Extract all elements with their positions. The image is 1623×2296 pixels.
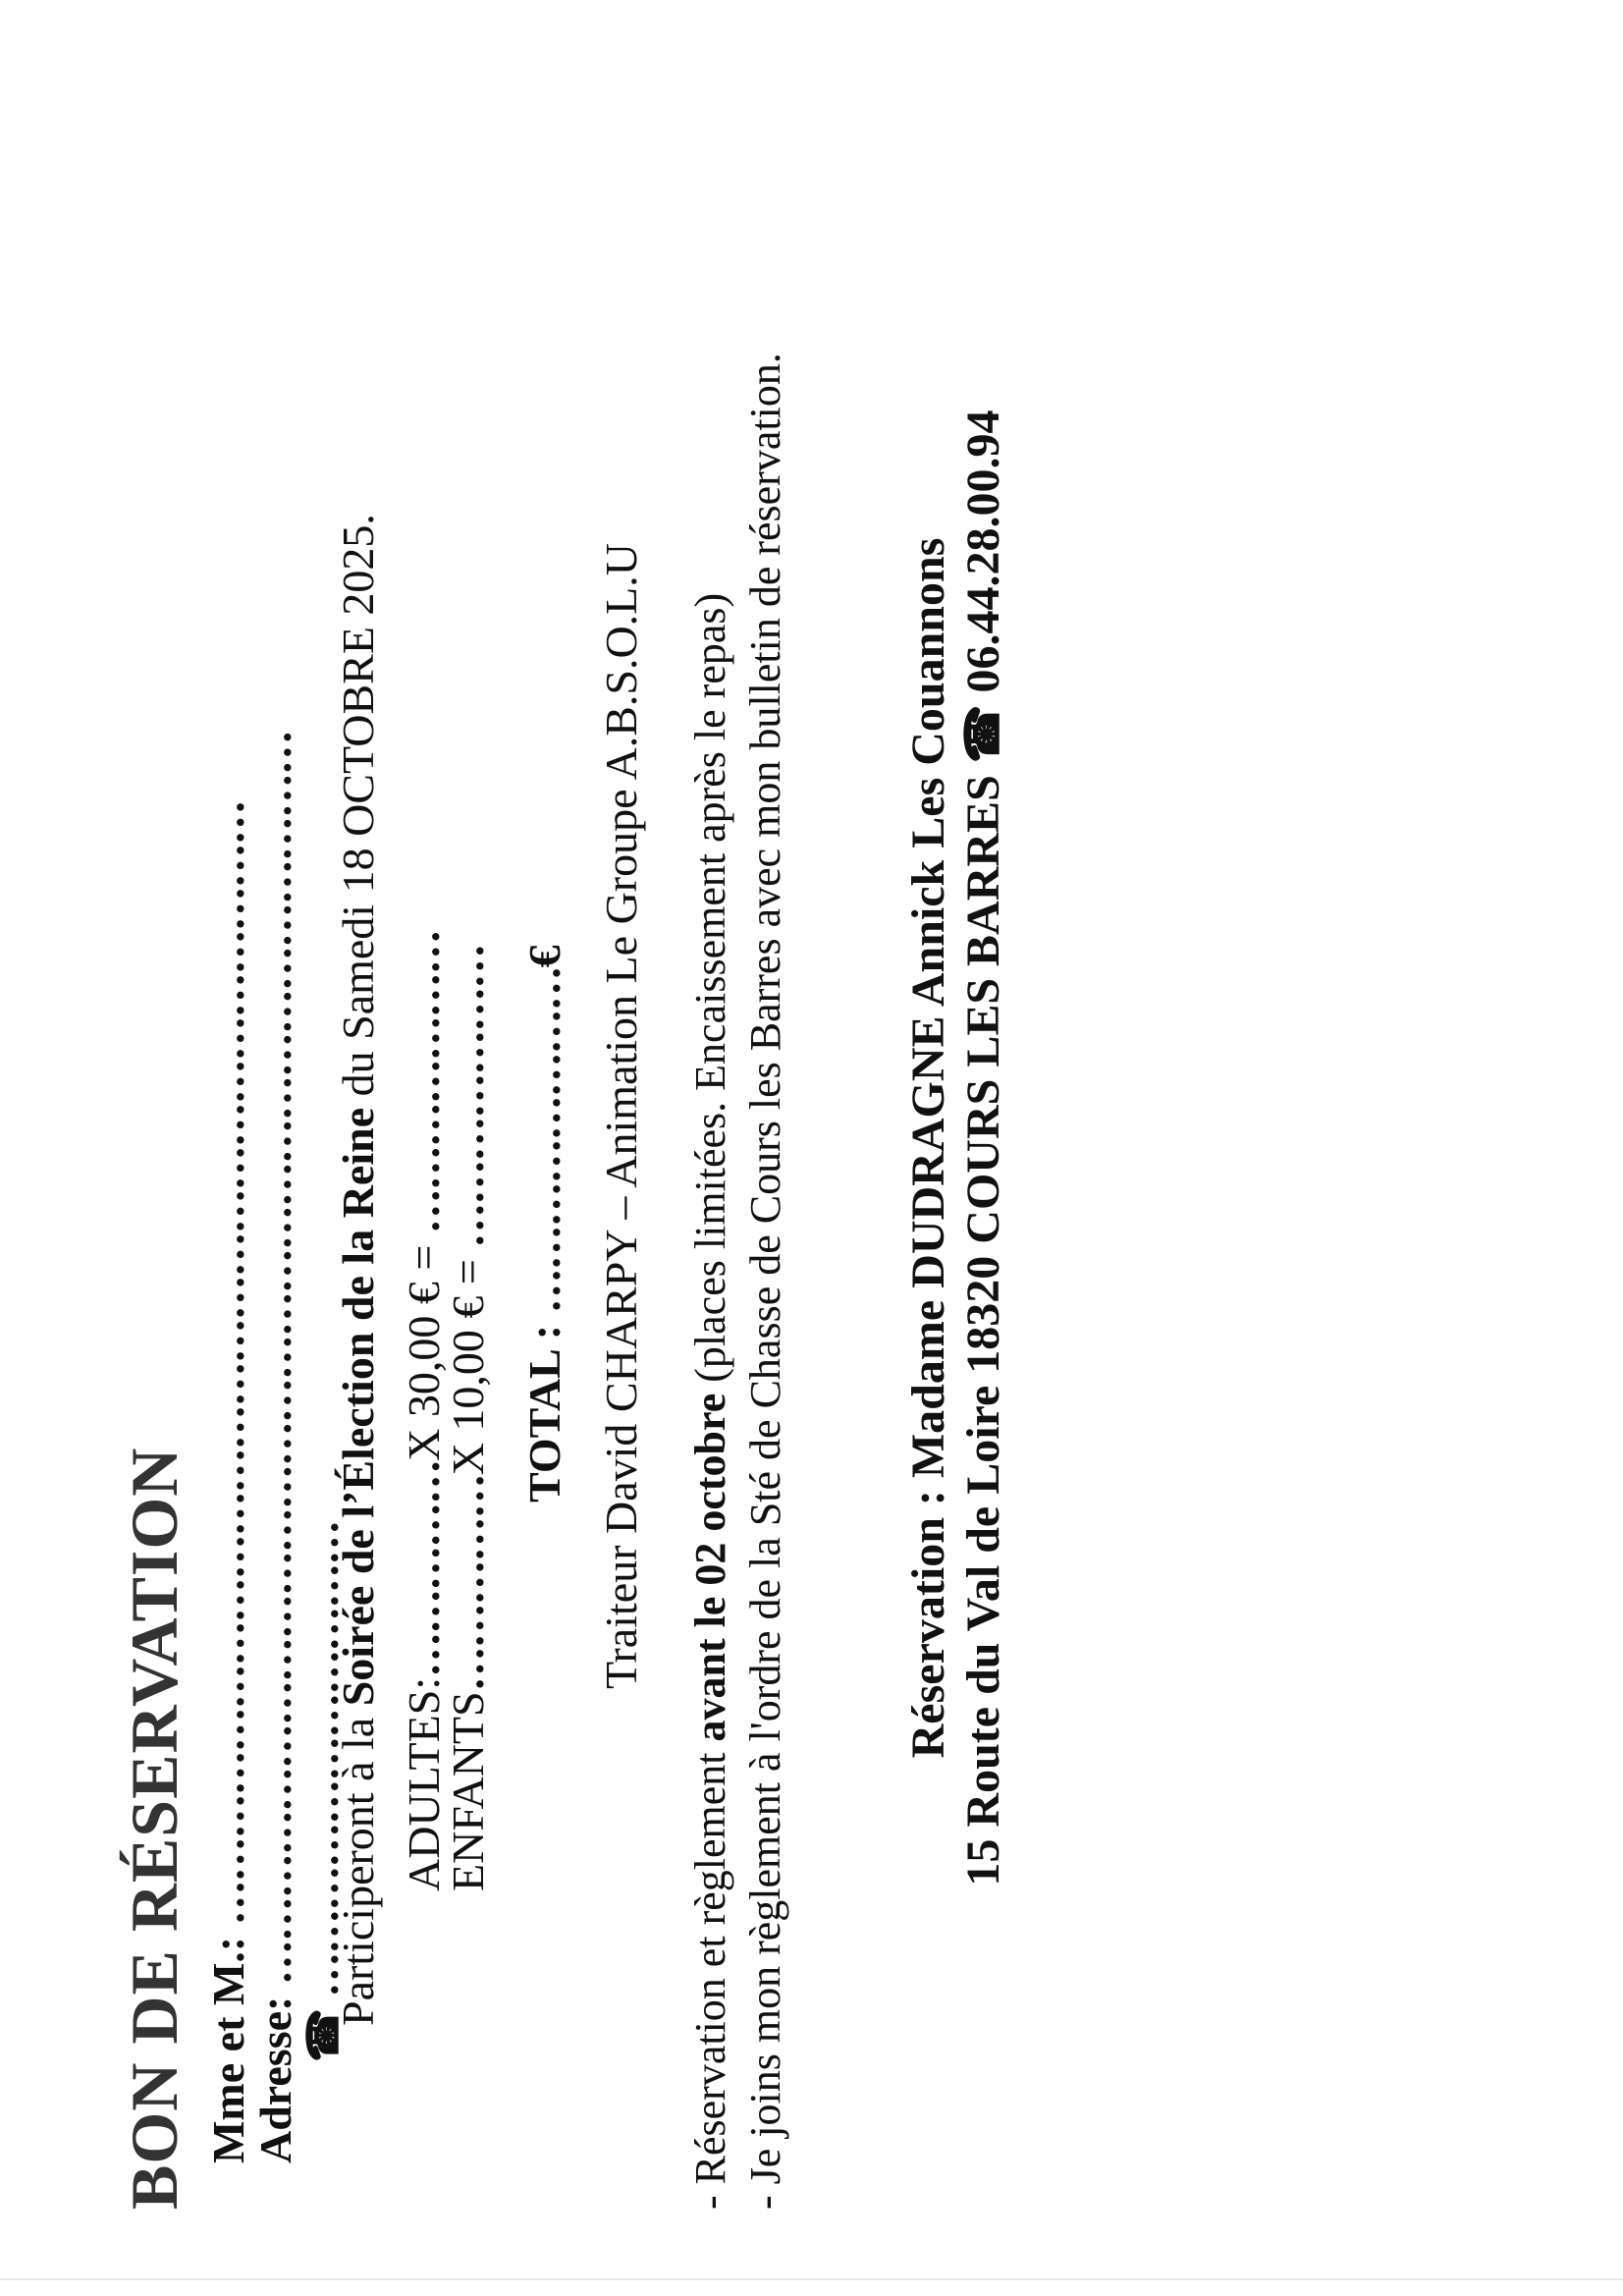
name-field[interactable]: …………………………………………………………………… — [203, 801, 253, 1926]
price-row-children — [442, 946, 494, 1891]
name-row — [202, 801, 254, 2163]
footer-phone: 06.44.28.00.94 — [957, 410, 1009, 693]
price-value: X 30,00 € = — [399, 1244, 449, 1461]
event-name: Soirée de l’Élection de la Reine — [333, 1107, 383, 1707]
note-1-deadline: avant le 02 octobre — [686, 1393, 734, 1742]
total-label: TOTAL : — [519, 1324, 569, 1503]
scan-edge-line — [0, 2278, 1623, 2280]
total-field[interactable]: …………………… — [519, 967, 569, 1314]
adults-amount-field[interactable]: ………………… — [399, 931, 449, 1234]
price-label: ADULTES: — [399, 1676, 449, 1891]
note-1 — [683, 167, 738, 2210]
price-leader: …………… — [443, 1475, 493, 1692]
address-label: Adresse: — [250, 1995, 300, 2163]
note-2: - Je joins mon règlement à l'ordre de la Sté de Chasse de Cours les Barres avec mon bulletin de réservation. — [741, 353, 789, 2210]
form-title: BON DE RÉSERVATION — [117, 1447, 191, 2210]
children-amount-field[interactable]: ………………… — [443, 945, 493, 1248]
name-label: Mme et M.: — [203, 1936, 253, 2163]
address-row — [249, 732, 301, 2163]
note-1-end: (places limitées. Encaissement après le repas) — [686, 592, 734, 1394]
total-currency: € — [519, 945, 569, 968]
phone-icon: ☎ — [299, 2008, 348, 2062]
total-row — [518, 945, 570, 1503]
event-prefix: Participeront à la — [333, 1706, 383, 2026]
phone-field[interactable]: …………………………… — [298, 1521, 348, 1997]
footer — [901, 0, 1010, 2296]
caterer-line: Traiteur David CHARPY – Animation Le Groupe A.B.S.O.L.U — [596, 542, 646, 1689]
price-leader: …………… — [399, 1460, 449, 1677]
footer-contact: Réservation : Madame DUDRAGNE Annick Les Couannons — [902, 537, 954, 1759]
footer-address: 15 Route du Val de Loire 18320 COURS LES BARRES — [957, 775, 1009, 1886]
address-field[interactable]: …………………………………………………………………………… — [250, 732, 300, 1986]
event-sentence — [332, 514, 384, 2026]
price-label: ENFANTS — [443, 1691, 493, 1891]
note-1-start: - Réservation et règlement — [686, 1741, 734, 2210]
notes — [683, 167, 793, 2210]
footer-phone-icon: ☎ — [957, 704, 1009, 764]
event-suffix: du Samedi 18 OCTOBRE 2025. — [333, 514, 383, 1108]
footer-address-row — [955, 0, 1010, 2296]
price-value: X 10,00 € = — [443, 1259, 493, 1476]
